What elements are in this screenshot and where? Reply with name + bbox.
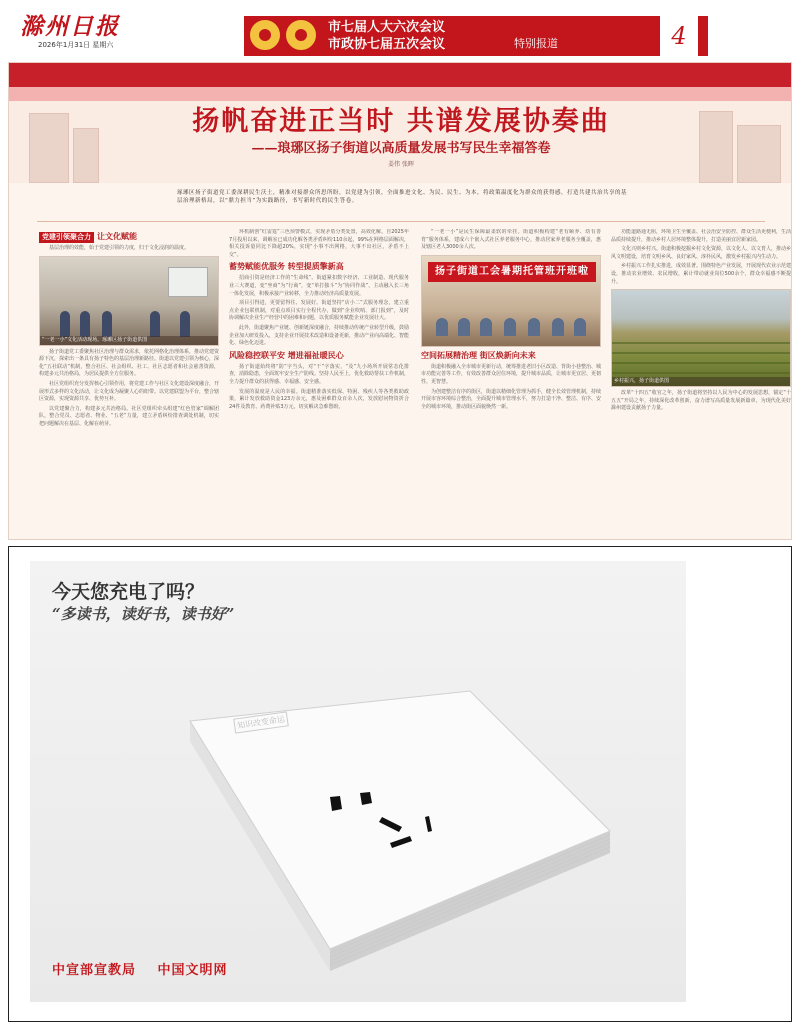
hero-band: [9, 63, 792, 93]
photo-banner: 扬子街道工会暑期托管班开班啦: [428, 262, 596, 282]
person-figure: [102, 311, 112, 337]
publisher-name: 中宣部宣教局: [52, 963, 137, 978]
cppcc-emblem-icon: [284, 18, 318, 52]
page-number: 4: [660, 16, 698, 56]
session-banner: [244, 16, 708, 56]
body-text: 为创建整洁有序的街区，街道以精细化管理为抓手，健全长效管理机制，持续开展市容环境综合整治，全面提升城市管理水平，努力打造干净、整洁、有序、安全的城市环境，推动街区面貌焕然一新。: [421, 388, 601, 410]
photo-caption: “一老一小”文化活动现场。琢琊区扬子街道供图: [40, 336, 218, 345]
child-figure: [458, 318, 470, 336]
window-decor: [168, 267, 208, 297]
section-name: 特别报道: [514, 37, 558, 50]
child-figure: [480, 318, 492, 336]
body-text: 扬子街道党工委聚焦社区治理与群众需求，依托网格化治理体系，推动党建资源下沉，探索出一条具有扬子特色的基层治理新路径。街道以党建引领为核心，深化“五社联动”机制，整合社区、社会组织、社工、社区志愿者和社会慈善资源，构建多元共治格局，为居民提供全方位服务。: [39, 348, 219, 378]
body-text: 街道积极融入全市城市更新行动，统筹推进老旧小区改造、背街小巷整治、城市功能完善等工作，有效改善群众居住环境，提升城市品质，让城市更宜居、更韧性、更智慧。: [421, 363, 601, 385]
body-text: 功能道路通无阻，环境卫生全覆盖、社会治安全防控、群众生活更便利，生活品质持续提升，推动乡村人居环境整体提升，打造美丽宜居新家园。: [611, 229, 791, 243]
body-text: 社区党组织充分发挥核心引领作用，将党建工作与社区文化建设深度融合，开展形式多样的文化活动，让文化成为凝聚人心的纽带。以党建联盟为平台，整合辖区资源，实现资源共享、优势互补。: [39, 380, 219, 403]
photo-activity: [39, 256, 219, 346]
person-figure: [180, 311, 190, 337]
section-heading: 风险稳控联平安 增进福祉暖民心: [229, 350, 344, 360]
body-text: 乡村振兴工作扎实推进，成效显著。围绕特色产业发展，开展现代农业示范建设，推动农业增效、农民增收，累计带动就业岗位500余个，群众幸福感不断提升。: [611, 263, 791, 285]
child-figure: [552, 318, 564, 336]
person-figure: [80, 311, 90, 337]
body-text: 发展的温度是人民的幸福。街道精准落实低保、特困、残疾人等各类救助政策，累计发放救助资金123万余元，惠及困难群众百余人次，发放慰问物资折合24件及教育、药费补贴3万元，切实解决急难愁盼。: [229, 388, 409, 410]
body-text: 此外，街道聚焦产业链、创新链深度融合，持续推动传统产业转型升级，鼓励企业加大研发投入，支持企业开展技术改造和设备更新，推动产业向高端化、智能化、绿色化迈进。: [229, 324, 409, 347]
divider: [37, 221, 765, 222]
book-cover-label: 知识改变命运: [233, 711, 289, 733]
article-lead: 琢琊区扬子街道党工委深耕民生沃土，精准对接群众所思所盼，以党建为引领，全面推进文化、为民、民生、为本，将政策温度化为群众的获得感，打造共建共治共享的基层治理新格局，以“鼎力担当”为实践路径，书写新时代的民生答卷。: [177, 190, 628, 204]
field-row: [612, 342, 790, 344]
body-text: 以党建聚合力，构建多元共治格局。社区党组织牵头组建“红色管家”调解团队，整合党员、志愿者、物业、“五老”力量，建立矛盾纠纷排查调处机制，切实把问题解决在基层、化解在萌芽。: [39, 405, 219, 427]
advert-publishers: [52, 959, 244, 978]
section-heading: [39, 231, 219, 243]
body-text: 项目引得进，更要留得住、发展好。街道坚持“店小二”式服务理念，建立重点企业包联机制，对重点项目实行全程代办，做到“企业吹哨、部门报到”，及时协调解决企业生产经营中的困难和问题，以优质服务赋能企业发展壮大。: [229, 300, 409, 322]
article-column-1: [39, 229, 219, 534]
child-figure: [574, 318, 586, 336]
body-text: “一老一小”是民生保障最柔软的牵挂。街道积极构建“老有颐养、幼有善育”服务体系，建成六个嵌入式社区养老服务中心，推动居家养老服务全覆盖，惠及辖区老人3000余人次。: [421, 229, 601, 251]
national-emblem-icon: [248, 18, 282, 52]
section-heading: 空间拓展精治理 街区焕新向未来: [421, 350, 536, 360]
article-column-3: [421, 229, 601, 534]
photo-daycare: [421, 255, 601, 347]
session-line-2: 市政协七届五次会议: [328, 37, 446, 52]
advert-slogan: “多读书，读好书，读书好”: [52, 605, 235, 623]
publisher-name: 中国文明网: [157, 963, 228, 978]
book-illustration: [170, 681, 630, 981]
section-heading: 蓄势赋能优服务 转型提质擎新高: [229, 262, 344, 272]
field-row: [612, 352, 790, 354]
body-text: 改革“十四五”收官之年，扬子街道将坚持以人民为中心的发展思想，锚定“十五五”开局之年，持续深化改革创新，奋力谱写高质量发展新篇章，为现代化美好滁州建设贡献扬子力量。: [611, 390, 791, 412]
section-tag: 党建引领聚合力: [39, 232, 94, 243]
body-text: 基层治理的效能，始于党建引领的力度，归于文化浸润的温度。: [49, 245, 190, 251]
article-headline: 扬帆奋进正当时 共谱发展协奏曲: [192, 106, 610, 137]
field-row: [612, 362, 790, 364]
body-text: 扬子街道始终将“防”字当头，对“干”字落实，“及”九小场所开展常态化排查，消除隐患，全面筑牢安全生产防线。坚持人民至上，优化救助帮扶工作机制，全力提升群众的获得感、幸福感、安全感。: [229, 363, 409, 385]
article-spread: [8, 62, 792, 540]
photo-farmland: [611, 289, 791, 387]
issue-date: 2026年1月31日 星期六: [38, 41, 114, 49]
body-text: 环机制创“红雷霆”三色预警模式，实现矛盾分类处置，高效化解。自2025年7月投用以来，调解室已成功化解各类矛盾纠纷110余起，99%在网格层面解决，相关投诉量同比下降超20%，实现“小事不出网格，大事不出社区，矛盾不上交”。: [229, 229, 409, 258]
photo-caption: 乡村振兴，扬子街道供图: [612, 377, 790, 386]
article-byline: 姜伟 张晖: [388, 161, 414, 168]
newspaper-logo: 滁州日报: [20, 13, 120, 40]
article-subheadline: ——琅琊区扬子街道以高质量发展书写民生幸福答卷: [251, 141, 551, 156]
child-figure: [436, 318, 448, 336]
child-figure: [504, 318, 516, 336]
reading-advert: [30, 561, 686, 1002]
session-titles: [328, 19, 445, 53]
person-figure: [150, 311, 160, 337]
body-text: 招商引资是经济工作的“生命线”。街道紧扣数字经济、工业制造、现代服务业三大赛道，变“坐商”为“行商”，变“单打独斗”为“协同作战”，主动融入长三角一体化发展，积极承接产业转移，全力推动经济高质量发展。: [229, 275, 409, 297]
section-title: 让文化赋能: [97, 232, 137, 241]
body-text: 文化兴则乡村兴。街道积极挖掘乡村文化资源，以文化人、以文育人，推动乡风文明建设，培育文明乡风、良好家风、淳朴民风，激发乡村振兴内生动力。: [611, 246, 791, 260]
hero-banner: [9, 63, 792, 183]
person-figure: [60, 311, 70, 337]
session-line-1: 市七届人大六次会议: [328, 20, 446, 35]
article-column-4: [611, 229, 791, 534]
advert-title: 今天您充电了吗？: [52, 581, 205, 603]
field-row: [612, 372, 790, 374]
article-column-2: [229, 229, 409, 534]
masthead: [0, 0, 800, 56]
child-figure: [528, 318, 540, 336]
